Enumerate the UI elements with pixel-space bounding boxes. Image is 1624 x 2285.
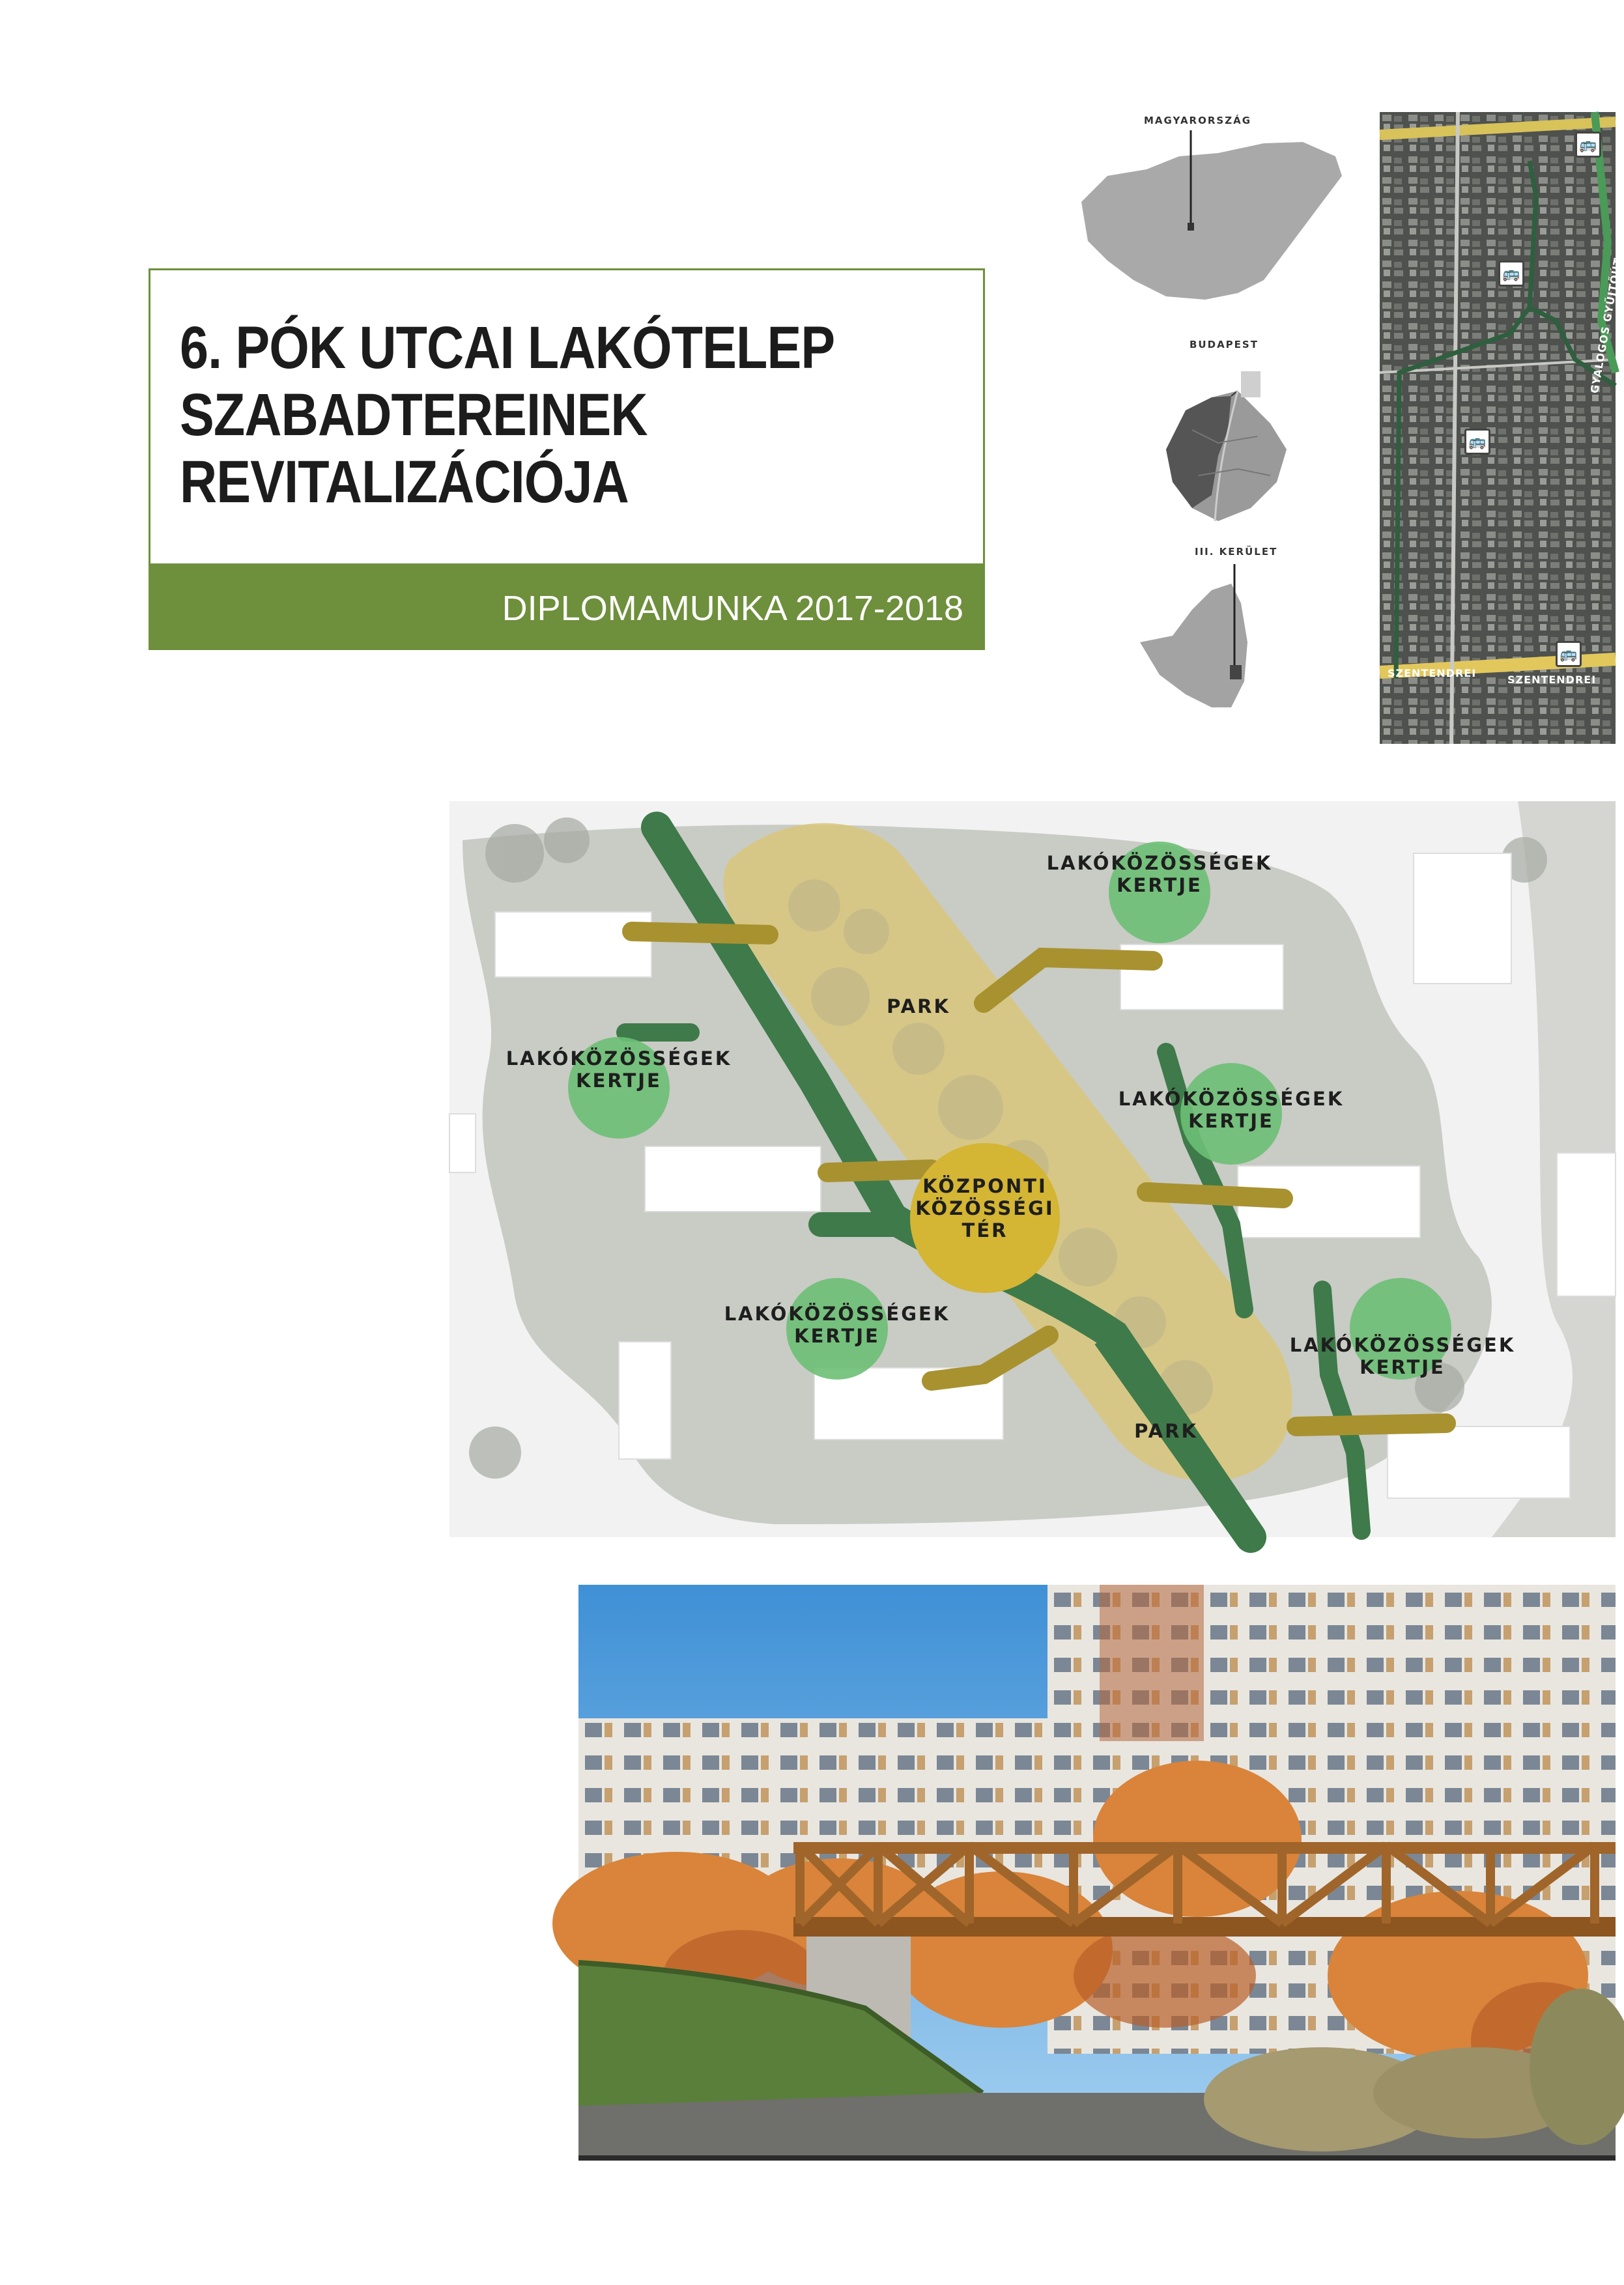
park-label-2: PARK: [1134, 1420, 1198, 1442]
road-label-right: SZENTENDREI: [1507, 674, 1597, 686]
street-label: GYALOGOS GYŰJTŐÚT: [1588, 257, 1624, 395]
budapest-map: [1140, 352, 1296, 528]
subtitle-band: [150, 563, 983, 648]
bus-stop-icon: 🚌: [1498, 261, 1524, 287]
garden-label-1: LAKÓKÖZÖSSÉGEK KERTJE: [1046, 852, 1273, 896]
locator-label-district: III. KERÜLET: [1195, 546, 1278, 558]
locator-label-city: BUDAPEST: [1190, 339, 1259, 350]
center-label: KÖZPONTI KÖZÖSSÉGI TÉR: [915, 1175, 1055, 1242]
district-map: [1133, 564, 1264, 714]
bus-stop-icon: 🚌: [1556, 641, 1582, 667]
title-line-3: REVITALIZÁCIÓJA: [180, 449, 629, 515]
masterplan-drawing: [449, 801, 1616, 1537]
aerial-context-map: [1380, 112, 1624, 744]
garden-label-3: LAKÓKÖZÖSSÉGEK KERTJE: [1118, 1088, 1345, 1132]
garden-label-2: LAKÓKÖZÖSSÉGEK KERTJE: [506, 1047, 732, 1092]
project-title: [180, 315, 841, 516]
park-label-1: PARK: [887, 995, 950, 1017]
bus-stop-icon: 🚌: [1575, 132, 1601, 158]
garden-label-5: LAKÓKÖZÖSSÉGEK KERTJE: [1289, 1334, 1516, 1378]
render-image: [578, 1585, 1616, 2184]
masterplan: [449, 801, 1616, 1537]
locator-label-country: MAGYARORSZÁG: [1144, 115, 1252, 126]
bus-stop-icon: 🚌: [1464, 429, 1490, 455]
garden-label-4: LAKÓKÖZÖSSÉGEK KERTJE: [724, 1303, 950, 1347]
title-box: [149, 268, 985, 650]
title-line-1: 6. PÓK UTCAI LAKÓTELEP: [180, 315, 835, 381]
road-label-left: SZENTENDREI: [1388, 667, 1477, 679]
hungary-map: [1068, 130, 1355, 326]
bridge-visualization: [578, 1585, 1616, 2184]
title-line-2: SZABADTEREINEK: [180, 382, 648, 448]
subtitle: DIPLOMAMUNKA 2017-2018: [502, 589, 963, 628]
